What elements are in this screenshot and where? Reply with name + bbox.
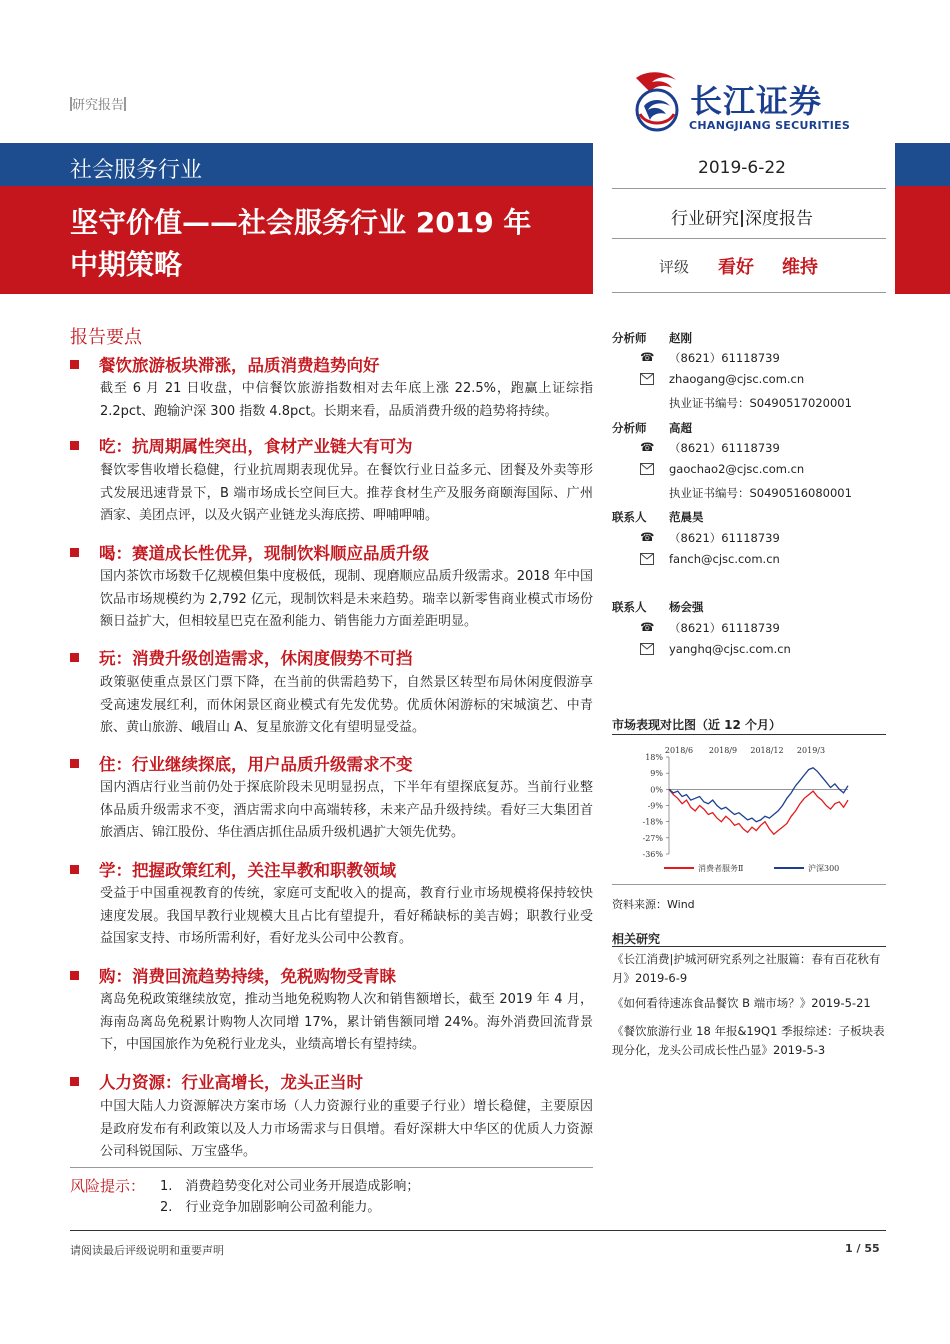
bullet-square-icon: [70, 441, 79, 450]
y-tick-label: -27%: [642, 833, 663, 843]
section-body: 餐饮零售收增长稳健，行业抗周期表现优异。在餐饮行业日益多元、团餐及外卖等形式发展迅速背景下，B 端市场成长空间巨大。推荐食材生产及服务商颐海国际、广州酒家、美团点评，以及火锅产业链龙头海底捞、呷哺呷哺。: [100, 463, 593, 523]
y-tick-label: 0%: [650, 785, 663, 795]
industry-name: 社会服务行业: [70, 158, 203, 183]
report-tag: [70, 94, 126, 113]
contact-role: 联系人: [612, 510, 647, 524]
divider: [612, 188, 886, 189]
section-heading: 餐饮旅游板块滞涨，品质消费趋势向好: [70, 352, 380, 376]
analyst-phone: （8621）61118739: [669, 351, 780, 365]
section-heading: 玩：消费升级创造需求，休闲度假势不可挡: [70, 645, 413, 669]
section-heading: 吃：抗周期属性突出，食材产业链大有可为: [70, 433, 413, 457]
contact-phone: （8621）61118739: [669, 531, 780, 545]
risk-label: 风险提示：: [70, 1177, 146, 1195]
footer-disclaimer: 请阅读最后评级说明和重要声明: [70, 1244, 224, 1257]
section-heading: 人力资源：行业高增长，龙头正当时: [70, 1069, 363, 1093]
logo-name-en: CHANGJIANG SECURITIES: [689, 119, 851, 132]
summary-title: 报告要点: [70, 327, 142, 348]
report-type: [612, 204, 872, 229]
contact-email[interactable]: yanghq@cjsc.com.cn: [669, 642, 791, 656]
y-tick-label: 18%: [645, 753, 663, 762]
section-body: 政策驱使重点景区门票下降，在当前的供需趋势下，自然景区转型布局休闲度假游享受高速发展红利，而休闲景区商业模式有先发优势。优质休闲游标的宋城演艺、中青旅、黄山旅游、峨眉山 A、复星旅游文化有望明显受益。: [100, 675, 593, 735]
analyst-cert: 执业证书编号：S0490516080001: [669, 486, 852, 500]
industry-band-right: [895, 143, 950, 186]
dragon-logo-icon: [626, 70, 688, 134]
divider: [612, 292, 886, 293]
contact-phone: （8621）61118739: [669, 621, 780, 635]
section-body: 离岛免税政策继续放宽，推动当地免税购物人次和销售额增长，截至 2019 年 4 月，海南岛离岛免税累计购物人次同增 17%，累计销售额同增 24%。海外消费回流背景下，中国国旅作为免税行业龙头，业绩高增长有望持续。: [100, 992, 593, 1052]
rating-label: 评级: [659, 258, 690, 276]
contact-name: 杨会强: [669, 600, 704, 614]
report-title-line1: 坚守价值——社会服务行业 2019 年: [70, 206, 532, 239]
related-item[interactable]: 《如何看待速冻食品餐饮 B 端市场？》2019-5-21: [612, 996, 871, 1010]
phone-icon: ☎: [640, 350, 655, 364]
related-title: 相关研究: [612, 932, 661, 946]
contact-role: 联系人: [612, 600, 647, 614]
bullet-square-icon: [70, 548, 79, 557]
report-type-b: 深度报告: [745, 209, 813, 229]
section-body: 国内茶饮市场数千亿规模但集中度极低，现制、现磨顺应品质升级需求。2018 年中国饮品市场规模约为 2,792 亿元，现制饮料是未来趋势。瑞幸以新零售商业模式市场份额日益扩大，但相较星巴克在盈利能力、销售能力方面差距明显。: [100, 569, 593, 629]
phone-icon: ☎: [640, 530, 655, 544]
divider: [612, 884, 886, 885]
footer-divider: [70, 1230, 886, 1231]
email-icon: [640, 463, 654, 475]
section-body: 受益于中国重视教育的传统，家庭可支配收入的提高，教育行业市场规模将保持较快速度发展。我国早教行业规模大且占比有望提升，看好稀缺标的美吉姆；职教行业受益国家支持、市场所需利好，看好龙头公司中公教育。: [100, 886, 593, 946]
bullet-square-icon: [70, 360, 79, 369]
section-body: 截至 6 月 21 日收盘，中信餐饮旅游指数相对去年底上涨 22.5%，跑赢上证综指 2.2pct、跑输沪深 300 指数 4.8pct。长期来看，品质消费升级的趋势将持续。: [100, 381, 593, 419]
section-heading: 住：行业继续探底，用户品质升级需求不变: [70, 751, 413, 775]
divider: [70, 1167, 593, 1168]
risk-item: 2. 行业竞争加剧影响公司盈利能力。: [160, 1200, 381, 1215]
x-tick-label: 2019/3: [796, 746, 826, 755]
phone-icon: ☎: [640, 620, 655, 634]
analyst-name: 高超: [669, 421, 692, 435]
section-heading: 学：把握政策红利，关注早教和职教领域: [70, 857, 396, 881]
chart-title: 市场表现对比图（近 12 个月）: [612, 718, 782, 732]
contact-email[interactable]: fanch@cjsc.com.cn: [669, 552, 780, 566]
x-tick-label: 2018/9: [708, 746, 738, 755]
report-tag-label: 研究报告: [72, 98, 125, 113]
analyst-role: 分析师: [612, 331, 647, 345]
y-tick-label: -9%: [647, 801, 663, 811]
report-title-line2: 中期策略: [70, 248, 183, 281]
related-item[interactable]: 《餐饮旅游行业 18 年报&19Q1 季报综述：子板块表现分化，龙头公司成长性凸显》2019-5-3: [612, 1024, 885, 1057]
bullet-square-icon: [70, 971, 79, 980]
analyst-email[interactable]: gaochao2@cjsc.com.cn: [669, 462, 805, 476]
x-tick-label: 2018/12: [750, 746, 784, 755]
email-icon: [640, 373, 654, 385]
divider: [612, 238, 886, 239]
risk-item: 1. 消费趋势变化对公司业务开展造成影响；: [160, 1179, 420, 1194]
logo-name-cn: 长江证券: [690, 82, 823, 120]
divider: [612, 734, 886, 735]
analyst-role: 分析师: [612, 421, 647, 435]
y-tick-label: -18%: [642, 817, 663, 827]
email-icon: [640, 643, 654, 655]
report-date: 2019-6-22: [698, 158, 786, 178]
bullet-square-icon: [70, 1077, 79, 1086]
bullet-square-icon: [70, 865, 79, 874]
analyst-phone: （8621）61118739: [669, 441, 780, 455]
series-line: [669, 789, 848, 834]
analyst-email[interactable]: zhaogang@cjsc.com.cn: [669, 372, 805, 386]
market-performance-chart: [612, 740, 886, 880]
phone-icon: ☎: [640, 440, 655, 454]
email-icon: [640, 553, 654, 565]
title-band-right: [895, 186, 950, 294]
rating-change: 维持: [782, 257, 818, 278]
x-tick-label: 2018/6: [664, 746, 694, 755]
analyst-name: 赵刚: [669, 331, 692, 345]
bullet-square-icon: [70, 653, 79, 662]
divider: [612, 946, 886, 947]
report-title: [70, 202, 590, 286]
section-heading: 购：消费回流趋势持续，免税购物受青睐: [70, 963, 396, 987]
section-body: 国内酒店行业当前仍处于探底阶段未见明显拐点，下半年有望探底复苏。当前行业整体品质升级需求不变，酒店需求向中高端转移，未来产品升级持续。看好三大集团首旅酒店、锦江股份、华住酒店抓住品质升级机遇扩大领先优势。: [100, 780, 593, 840]
related-item[interactable]: 《长江消费|护城河研究系列之社服篇：春有百花秋有月》2019-6-9: [612, 952, 881, 985]
legend-label: 消费者服务Ⅱ: [698, 864, 744, 873]
analyst-cert: 执业证书编号：S0490517020001: [669, 396, 852, 410]
chart-source: 资料来源：Wind: [612, 898, 695, 911]
section-heading: 喝：赛道成长性优异，现制饮料顺应品质升级: [70, 540, 429, 564]
report-type-a: 行业研究: [671, 209, 739, 229]
page-number: 1 / 55: [845, 1242, 880, 1255]
y-tick-label: -36%: [642, 850, 663, 859]
y-tick-label: 9%: [650, 769, 663, 779]
series-line: [669, 768, 848, 822]
section-body: 中国大陆人力资源解决方案市场（人力资源行业的重要子行业）增长稳健，主要原因是政府发布有利政策以及人力市场需求与日俱增。看好深耕大中华区的优质人力资源公司科锐国际、万宝盛华。: [100, 1099, 593, 1159]
bullet-square-icon: [70, 759, 79, 768]
rating-value: 看好: [718, 257, 754, 278]
legend-label: 沪深300: [808, 864, 840, 873]
contact-name: 范晨昊: [669, 510, 704, 524]
